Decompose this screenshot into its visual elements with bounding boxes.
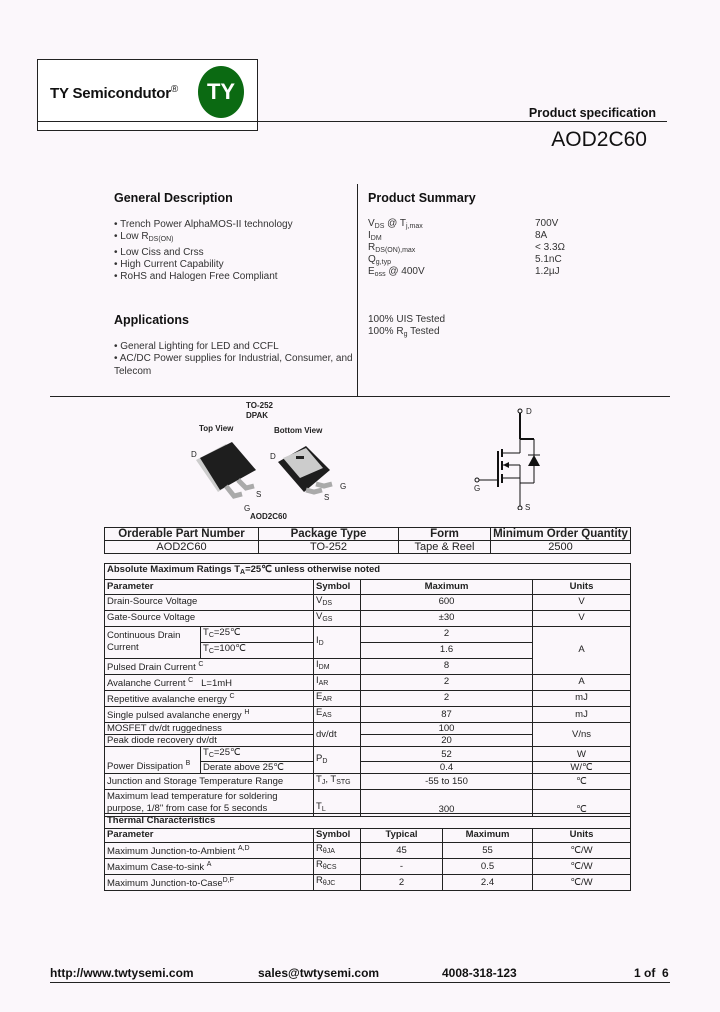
text: Parameter xyxy=(105,828,314,843)
text: Typical xyxy=(361,828,443,843)
text: Maximum Junction-to-Ambient xyxy=(107,846,238,858)
text: R xyxy=(316,843,323,855)
text: ℃ xyxy=(533,790,631,817)
text: 8 xyxy=(361,658,533,674)
text: DS(ON) xyxy=(148,236,174,244)
package-alt-name: DPAK xyxy=(246,411,269,420)
header-cell: Package Type xyxy=(259,528,399,541)
text: -55 to 150 xyxy=(361,774,533,790)
text: dv/dt xyxy=(314,723,361,747)
text: D xyxy=(322,757,328,765)
text: R xyxy=(368,242,376,253)
text: 2 xyxy=(361,626,533,642)
list-item: • General Lighting for LED and CCFL xyxy=(114,341,279,352)
text: Maximum Case-to-sink xyxy=(107,862,207,874)
text: MOSFET dv/dt ruggedness xyxy=(105,723,314,735)
text: Maximum Junction-to-Case xyxy=(107,878,223,890)
general-description xyxy=(114,191,354,283)
table-row xyxy=(105,674,631,690)
text: g,typ xyxy=(375,259,391,266)
text: A xyxy=(533,626,631,674)
text: Units xyxy=(533,580,631,595)
text: G xyxy=(244,504,251,512)
text: 45 xyxy=(361,843,443,859)
table-title xyxy=(105,564,631,580)
text: oss xyxy=(374,271,386,278)
text: ℃ xyxy=(533,774,631,790)
table-row xyxy=(105,774,631,790)
text: 1.6 xyxy=(361,642,533,658)
header-cell: Form xyxy=(399,528,491,541)
list-item xyxy=(114,231,354,246)
table-row xyxy=(105,594,631,610)
text: L=1mH xyxy=(193,677,233,689)
table-cell xyxy=(201,642,314,658)
text: C xyxy=(208,647,214,655)
text: - xyxy=(361,859,443,875)
table-row xyxy=(105,828,631,843)
section-heading: Applications xyxy=(114,313,190,327)
text: ℃/W xyxy=(533,859,631,875)
list-item: • AC/DC Power supplies for Industrial, Consumer, and Telecom xyxy=(114,353,353,377)
text: DS xyxy=(374,223,385,230)
text: V xyxy=(368,218,375,229)
table-title: Thermal Characteristics xyxy=(105,814,631,829)
text: T xyxy=(203,747,209,759)
table-cell xyxy=(314,747,361,774)
text: L xyxy=(321,806,326,814)
text: 5.1nC xyxy=(535,254,562,265)
text: V xyxy=(316,610,323,622)
text: mJ xyxy=(533,690,631,706)
table-row xyxy=(105,814,631,829)
part-number-title: AOD2C60 xyxy=(551,128,647,151)
table-row xyxy=(105,564,631,580)
text: ±30 xyxy=(361,610,533,626)
text: D,F xyxy=(222,877,234,885)
text: 2500 xyxy=(491,541,631,554)
text: Power Dissipation xyxy=(107,761,186,773)
text: J xyxy=(321,779,326,787)
text: I xyxy=(368,230,371,241)
feature-list xyxy=(114,219,354,283)
table-cell xyxy=(105,859,314,875)
text: 100 xyxy=(361,723,533,735)
text: < 3.3Ω xyxy=(535,242,565,253)
registered-mark: ® xyxy=(170,84,179,95)
text: Parameter xyxy=(105,580,314,595)
text: =25℃ xyxy=(213,626,241,638)
text: =25℃ unless otherwise noted xyxy=(245,564,381,575)
text: A,D xyxy=(237,845,250,852)
text: P xyxy=(316,752,323,764)
section-divider xyxy=(50,396,670,397)
text: ℃/W xyxy=(533,843,631,859)
email-link[interactable]: sales@twtysemi.com xyxy=(258,966,380,980)
table-cell xyxy=(105,674,314,690)
text: θCS xyxy=(322,864,337,872)
text: STG xyxy=(336,779,351,787)
text: Continuous Drain Current xyxy=(105,626,201,658)
text: T xyxy=(203,626,209,638)
text: C xyxy=(208,752,214,760)
text: R xyxy=(316,859,323,871)
text: 2 xyxy=(361,674,533,690)
thermal-characteristics-table xyxy=(104,813,631,891)
table-cell xyxy=(314,658,361,674)
text: @ T xyxy=(384,218,407,229)
text: A xyxy=(240,569,246,576)
text: Maximum xyxy=(361,580,533,595)
text: I xyxy=(316,634,319,646)
text: 0.5 xyxy=(443,859,533,875)
text: θJC xyxy=(322,880,336,888)
text: T xyxy=(316,774,322,786)
text: T xyxy=(203,642,209,654)
table-row xyxy=(105,723,631,735)
list-item: • RoHS and Halogen Free Compliant xyxy=(114,271,278,283)
header-cell: Orderable Part Number xyxy=(105,528,259,541)
text: 55 xyxy=(443,843,533,859)
table-cell xyxy=(105,843,314,859)
table-cell xyxy=(105,658,314,674)
table-row xyxy=(105,859,631,875)
top-view-label: Top View xyxy=(199,424,234,433)
product-summary xyxy=(368,191,628,351)
text: W/℃ xyxy=(533,762,631,774)
text: R xyxy=(316,875,323,887)
text: 0.4 xyxy=(361,762,533,774)
text: Single pulsed avalanche energy xyxy=(107,710,245,722)
text: Maximum lead temperature for soldering purpose, 1/8" from case for 5 seconds xyxy=(105,790,314,817)
text: A xyxy=(533,674,631,690)
section-heading: Product Summary xyxy=(368,191,476,205)
text: D xyxy=(270,452,276,461)
text: 8A xyxy=(535,230,548,241)
text: B xyxy=(185,759,191,767)
text: C xyxy=(188,676,194,684)
column-divider xyxy=(357,184,358,396)
text: 2.4 xyxy=(443,875,533,891)
text: G xyxy=(474,484,481,493)
ordering-table xyxy=(104,527,631,554)
table-row xyxy=(105,843,631,859)
phone-number: 4008-318-123 xyxy=(442,966,517,980)
text: DS xyxy=(322,599,333,607)
table-cell xyxy=(314,706,361,722)
text: g xyxy=(403,331,408,338)
table-row xyxy=(105,528,631,541)
text: 52 xyxy=(361,747,533,762)
text: θJA xyxy=(322,848,335,856)
text: GS xyxy=(322,615,333,623)
website-link[interactable]: http://www.twtysemi.com xyxy=(50,966,194,980)
text: 2 xyxy=(361,690,533,706)
table-cell xyxy=(314,774,361,790)
table-row xyxy=(105,690,631,706)
package-part-label: AOD2C60 xyxy=(250,512,287,521)
rg-tested xyxy=(368,326,608,338)
text: S xyxy=(324,493,330,502)
text: Q xyxy=(368,254,376,265)
text: DS(ON),max xyxy=(375,247,416,254)
text: C xyxy=(198,660,204,668)
table-row xyxy=(105,747,631,762)
section-heading: General Description xyxy=(114,191,233,205)
text: j,max xyxy=(406,223,423,230)
table-row xyxy=(105,875,631,891)
uis-tested: 100% UIS Tested xyxy=(368,314,446,325)
text: Drain-Source Voltage xyxy=(105,594,314,610)
table-cell xyxy=(314,690,361,706)
text: Units xyxy=(533,828,631,843)
table-cell xyxy=(105,690,314,706)
table-cell xyxy=(105,747,201,774)
text: 87 xyxy=(361,706,533,722)
text: Absolute Maximum Ratings T xyxy=(107,564,241,575)
text: 20 xyxy=(361,735,533,747)
table-row xyxy=(105,541,631,554)
summary-row xyxy=(368,230,608,242)
text: Symbol xyxy=(314,828,361,843)
table-cell xyxy=(105,706,314,722)
text: T xyxy=(316,801,322,813)
text: D xyxy=(318,639,324,647)
summary-row xyxy=(368,242,608,254)
table-cell xyxy=(314,594,361,610)
table-cell xyxy=(314,843,361,859)
text: S xyxy=(525,503,531,510)
text: • Low R xyxy=(114,231,149,243)
text: D xyxy=(191,450,197,459)
text: AR xyxy=(318,679,329,687)
text: Maximum xyxy=(443,828,533,843)
applications xyxy=(114,313,354,378)
product-spec-label: Product specification xyxy=(528,106,656,120)
absolute-maximum-ratings-table xyxy=(104,563,631,817)
text: G xyxy=(340,482,347,491)
summary-row xyxy=(368,266,608,278)
text: D xyxy=(526,407,532,416)
text: Avalanche Current xyxy=(107,677,189,689)
text: 1.2µJ xyxy=(535,266,560,277)
text: Derate above 25℃ xyxy=(201,762,314,774)
text: I xyxy=(316,674,319,686)
table-cell xyxy=(314,610,361,626)
text: E xyxy=(316,690,323,702)
bottom-view-label: Bottom View xyxy=(274,426,323,435)
text: I xyxy=(316,658,319,670)
text: Pulsed Drain Current xyxy=(107,661,199,673)
footer-divider xyxy=(50,982,670,983)
text: H xyxy=(244,708,250,716)
text: TO-252 xyxy=(259,541,399,554)
table-cell xyxy=(314,859,361,875)
text: 700V xyxy=(535,218,559,229)
list-item: • Trench Power AlphaMOS-II technology xyxy=(114,219,293,230)
text: 300 xyxy=(361,790,533,817)
list-item: • Low Ciss and Crss xyxy=(114,246,204,258)
text: ℃/W xyxy=(533,875,631,891)
text: C xyxy=(208,631,214,639)
summary-row xyxy=(368,218,608,230)
text: AOD2C60 xyxy=(105,541,259,554)
text: Junction and Storage Temperature Range xyxy=(105,774,314,790)
text: E xyxy=(368,266,375,277)
header-cell: Minimum Order Quantity xyxy=(491,528,631,541)
text: S xyxy=(256,490,262,499)
text: W xyxy=(533,747,631,762)
package-drawing xyxy=(188,440,363,512)
table-row xyxy=(105,580,631,595)
text: Tested xyxy=(407,326,440,337)
text: V xyxy=(533,610,631,626)
list-item: • High Current Capability xyxy=(114,258,224,270)
table-cell xyxy=(105,875,314,891)
text: =25℃ xyxy=(213,747,241,759)
mosfet-symbol-icon xyxy=(470,405,550,510)
text: E xyxy=(316,707,323,719)
text: AS xyxy=(322,712,332,720)
text: Repetitive avalanche energy xyxy=(107,693,230,705)
table-row xyxy=(105,610,631,626)
text: AR xyxy=(322,695,333,703)
package-name: TO-252 xyxy=(246,401,273,410)
text: Peak diode recovery dv/dt xyxy=(105,735,314,747)
table-cell xyxy=(314,674,361,690)
text: , T xyxy=(325,774,337,786)
text: 100% R xyxy=(368,326,404,337)
logo-text: TY Semicondutor xyxy=(50,85,171,102)
header-divider xyxy=(37,121,667,122)
table-cell xyxy=(314,626,361,658)
table-cell xyxy=(201,747,314,762)
logo-mark: TY xyxy=(198,66,244,118)
table-cell xyxy=(201,626,314,642)
text: @ 400V xyxy=(385,266,425,277)
text: DM xyxy=(318,663,330,671)
table-row xyxy=(105,706,631,722)
text: 600 xyxy=(361,594,533,610)
page-number: 1 of 6 xyxy=(634,966,669,980)
text: V xyxy=(533,594,631,610)
table-cell xyxy=(314,875,361,891)
text: C xyxy=(229,692,235,700)
text: Tape & Reel xyxy=(399,541,491,554)
text: 2 xyxy=(361,875,443,891)
text: A xyxy=(206,861,212,869)
text: =100℃ xyxy=(213,642,246,654)
text: Gate-Source Voltage xyxy=(105,610,314,626)
table-row xyxy=(105,626,631,642)
text: V xyxy=(316,594,323,606)
text: DM xyxy=(370,235,382,242)
text: Symbol xyxy=(314,580,361,595)
text: mJ xyxy=(533,706,631,722)
summary-row xyxy=(368,254,608,266)
text: V/ns xyxy=(533,723,631,747)
